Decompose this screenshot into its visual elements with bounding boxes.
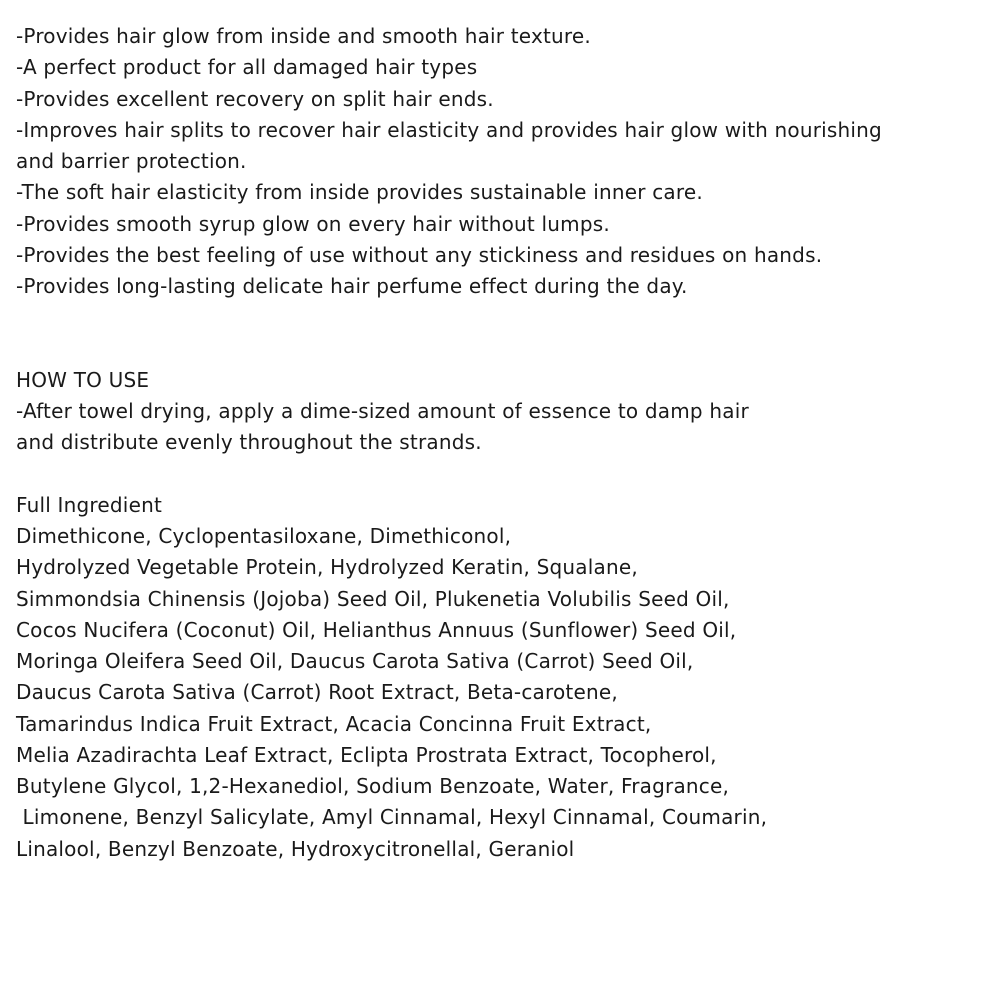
ingredient-line: Daucus Carota Sativa (Carrot) Root Extract, Beta-carotene, bbox=[16, 680, 618, 705]
product-description-page bbox=[16, 21, 986, 865]
ingredient-line: Cocos Nucifera (Coconut) Oil, Helianthus Annuus (Sunflower) Seed Oil, bbox=[16, 617, 737, 642]
how-to-use-line: -After towel drying, apply a dime-sized amount of essence to damp hair bbox=[16, 399, 749, 423]
feature-line: -Provides smooth syrup glow on every hair without lumps. bbox=[16, 211, 610, 236]
ingredient-line: Melia Azadirachta Leaf Extract, Eclipta Prostrata Extract, Tocopherol, bbox=[16, 742, 717, 767]
ingredients-heading: Full Ingredient bbox=[16, 492, 162, 517]
feature-line: -Improves hair splits to recover hair elasticity and provides hair glow with nourishing bbox=[16, 117, 882, 142]
ingredient-line: Simmondsia Chinensis (Jojoba) Seed Oil, Plukenetia Volubilis Seed Oil, bbox=[16, 586, 730, 611]
feature-line: -A perfect product for all damaged hair types bbox=[16, 55, 478, 80]
section-spacer bbox=[16, 459, 986, 490]
feature-line: -Provides excellent recovery on split hair ends. bbox=[16, 86, 494, 111]
ingredient-line: Butylene Glycol, 1,2-Hexanediol, Sodium Benzoate, Water, Fragrance, bbox=[16, 774, 730, 798]
how-to-use-section bbox=[16, 365, 986, 459]
feature-line: and barrier protection. bbox=[16, 149, 247, 173]
how-to-use-heading: HOW TO USE bbox=[16, 367, 150, 392]
feature-line: -Provides long-lasting delicate hair perfume effect during the day. bbox=[16, 274, 688, 298]
feature-line: -Provides the best feeling of use without any stickiness and residues on hands. bbox=[16, 242, 823, 267]
ingredient-line: Linalool, Benzyl Benzoate, Hydroxycitronellal, Geraniol bbox=[16, 836, 575, 861]
ingredient-line: Hydrolyzed Vegetable Protein, Hydrolyzed Keratin, Squalane, bbox=[16, 555, 638, 580]
feature-line: -The soft hair elasticity from inside provides sustainable inner care. bbox=[16, 180, 703, 205]
feature-line: -Provides hair glow from inside and smooth hair texture. bbox=[16, 24, 591, 48]
ingredient-line: Tamarindus Indica Fruit Extract, Acacia Concinna Fruit Extract, bbox=[16, 711, 652, 736]
ingredient-line: Limonene, Benzyl Salicylate, Amyl Cinnamal, Hexyl Cinnamal, Coumarin, bbox=[16, 805, 768, 830]
how-to-use-line: and distribute evenly throughout the strands. bbox=[16, 430, 482, 455]
ingredient-line: Dimethicone, Cyclopentasiloxane, Dimethiconol, bbox=[16, 524, 512, 548]
ingredient-line: Moringa Oleifera Seed Oil, Daucus Carota Sativa (Carrot) Seed Oil, bbox=[16, 649, 694, 673]
ingredients-section bbox=[16, 490, 986, 865]
features-list bbox=[16, 21, 986, 302]
section-spacer bbox=[16, 302, 986, 365]
